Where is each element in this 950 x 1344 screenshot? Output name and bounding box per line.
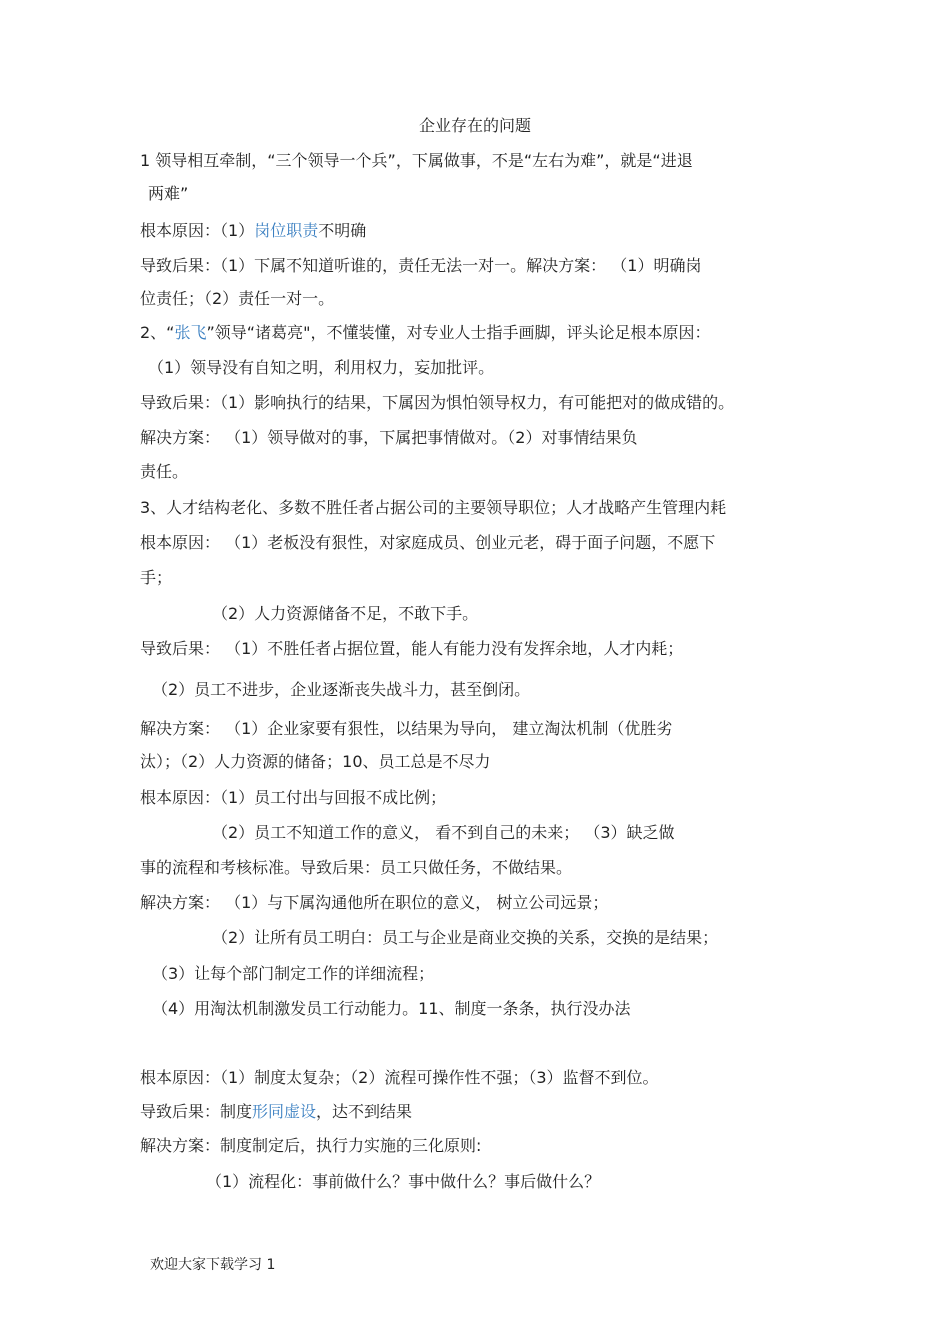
text-segment: 两难” <box>148 184 189 203</box>
document-title: 企业存在的问题 <box>418 116 531 135</box>
text-segment: （3）让每个部门制定工作的详细流程； <box>152 964 435 983</box>
text-segment: 根本原因：（1）制度太复杂；（2）流程可操作性不强；（3）监督不到位。 <box>140 1068 659 1087</box>
text-line <box>140 531 715 555</box>
text-line <box>206 1170 600 1194</box>
text-line <box>140 1100 412 1124</box>
text-segment: （2）员工不进步，企业逐渐丧失战斗力，甚至倒闭。 <box>152 680 531 699</box>
text-segment: 3、人才结构老化、多数不胜任者占据公司的主要领导职位；人才战略产生管理内耗 <box>140 498 727 517</box>
text-line <box>140 1066 659 1090</box>
text-line <box>212 602 478 626</box>
text-segment: 导致后果：（1）下属不知道听谁的，责任无法一对一。解决方案： （1）明确岗 <box>140 256 702 275</box>
text-line <box>148 182 188 206</box>
text-segment: 汰）；（2）人力资源的储备；10、员工总是不尽力 <box>140 752 491 771</box>
text-line <box>140 219 366 243</box>
text-line <box>140 1134 481 1158</box>
text-segment: （4）用淘汰机制激发员工行动能力。11、制度一条条，执行没办法 <box>152 999 631 1018</box>
text-segment: （1）领导没有自知之明，利用权力，妄加批评。 <box>148 358 495 377</box>
text-segment: 1 领导相互牵制，“三个领导一个兵”，下属做事，不是“左右为难”，就是“进退 <box>140 151 693 170</box>
inline-link[interactable]: 岗位职责 <box>254 221 319 240</box>
text-segment: 事的流程和考核标准。导致后果：员工只做任务，不做结果。 <box>140 858 573 877</box>
text-segment: 解决方案： （1）领导做对的事，下属把事情做对。（2）对事情结果负 <box>140 428 638 447</box>
text-segment: 根本原因：（1） <box>140 221 255 240</box>
text-segment: ，达不到结果 <box>316 1102 413 1121</box>
text-segment: 解决方案：制度制定后，执行力实施的三化原则: <box>140 1136 482 1155</box>
text-segment: 解决方案： （1）与下属沟通他所在职位的意义， 树立公司远景； <box>140 893 609 912</box>
text-segment: （2）人力资源储备不足，不敢下手。 <box>212 604 479 623</box>
text-line <box>212 926 718 950</box>
text-line <box>140 287 334 311</box>
text-line <box>152 678 530 702</box>
text-line <box>140 149 693 173</box>
text-line <box>140 856 572 880</box>
text-line <box>140 717 672 741</box>
text-segment: 导致后果：制度 <box>140 1102 253 1121</box>
text-line <box>140 321 710 345</box>
text-line <box>152 997 631 1021</box>
inline-link[interactable]: 张飞 <box>174 323 207 342</box>
text-segment: （1）流程化：事前做什么？事中做什么？事后做什么？ <box>206 1172 601 1191</box>
text-segment: 责任。 <box>140 462 189 481</box>
text-line <box>152 962 434 986</box>
text-segment: 导致后果：（1）影响执行的结果，下属因为惧怕领导权力，有可能把对的做成错的。 <box>140 393 735 412</box>
text-line <box>140 426 637 450</box>
text-line <box>140 637 683 661</box>
text-line <box>140 891 608 915</box>
text-segment: 根本原因： （1）老板没有狠性，对家庭成员、创业元老，碍于面子问题，不愿下 <box>140 533 716 552</box>
text-segment: 手； <box>140 568 173 587</box>
text-segment: 不明确 <box>318 221 367 240</box>
text-line <box>212 821 675 845</box>
text-line <box>140 750 491 774</box>
text-segment: 2、“ <box>140 323 175 342</box>
text-line <box>140 254 701 278</box>
text-segment: 位责任；（2）责任一对一。 <box>140 289 335 308</box>
text-line <box>140 786 446 810</box>
inline-link[interactable]: 形同虚设 <box>252 1102 317 1121</box>
text-segment: 根本原因：（1）员工付出与回报不成比例； <box>140 788 447 807</box>
text-segment: ”领导“诸葛亮"，不懂装懂，对专业人士指手画脚，评头论足根本原因： <box>206 323 711 342</box>
text-line <box>148 356 494 380</box>
text-line <box>140 460 188 484</box>
text-segment: （2）员工不知道工作的意义， 看不到自己的未来； （3）缺乏做 <box>212 823 675 842</box>
text-segment: （2）让所有员工明白：员工与企业是商业交换的关系，交换的是结果； <box>212 928 719 947</box>
text-line <box>140 391 734 415</box>
page-footer: 欢迎大家下载学习 1 <box>150 1257 276 1273</box>
text-segment: 解决方案： （1）企业家要有狠性，以结果为导向， 建立淘汰机制（优胜劣 <box>140 719 673 738</box>
text-segment: 导致后果： （1）不胜任者占据位置，能人有能力没有发挥余地，人才内耗； <box>140 639 684 658</box>
text-line <box>140 496 726 520</box>
text-line <box>140 566 172 590</box>
